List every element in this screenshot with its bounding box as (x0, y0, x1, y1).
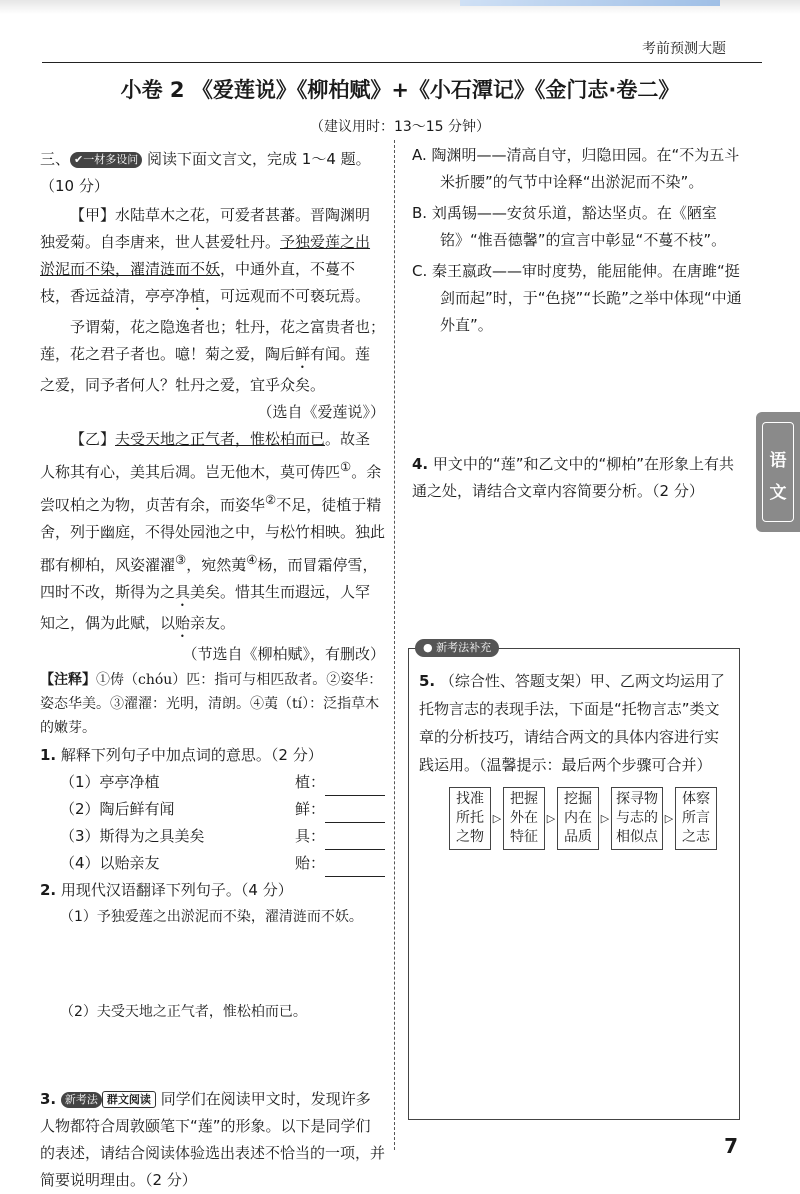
footnote-mark: ③ (175, 552, 187, 567)
question-text: 甲文中的“莲”和乙文中的“柳柏”在形象上有共通之处，请结合文章内容简要分析。（2 分） (412, 455, 735, 500)
question-text: （综合性、答题支架）甲、乙两文均运用了托物言志的表现手法，下面是“托物言志”类文章的分析技巧，请结合两文的具体内容进行实践运用。（温馨提示：最后两个步骤可合并） (419, 672, 725, 774)
annotation (40, 668, 385, 740)
question-5 (409, 649, 739, 850)
passage-b-source: （节选自《柳柏赋》，有删改） (182, 645, 385, 663)
step-3: 挖掘内在品质 (557, 787, 599, 850)
dotted-word: 植 (190, 287, 206, 305)
subject-tab (756, 412, 800, 532)
answer-space[interactable] (40, 1026, 385, 1086)
passage-a-p2 (40, 314, 385, 399)
q3-option-c[interactable]: C. 秦王嬴政——审时度势，能屈能伸。在唐雎“挺剑而起”时，于“色挠”“长跪”之举中体现“中通外直”。 (412, 262, 742, 334)
question-4 (412, 451, 742, 505)
passage-a-source: （选自《爱莲说》） (257, 403, 385, 421)
q1-word: 植： (294, 773, 325, 791)
multi-question-badge: ✔一材多设问 (70, 152, 142, 168)
question-number: 1. (40, 746, 57, 764)
q3-option-b[interactable]: B. 刘禹锡——安贫乐道，豁达坚贞。在《陋室铭》“惟吾德馨”的宣言中彰显“不蔓不枝”。 (412, 204, 727, 249)
passage-text: 不足，徒植于精舍，列于幽庭，不得处园池之中，与松竹相映。独此郡有柳柏，风姿濯濯 (40, 496, 386, 574)
new-method-badge: 新考法 (61, 1092, 102, 1108)
passage-text: 予谓菊，花之隐逸者也；牡丹，花之富贵者也；莲，花之君子者也。噫！菊之爱，陶后 (40, 318, 386, 363)
new-method-tag: ● 新考法补充 (415, 639, 499, 657)
annotation-text: ①俦（chóu）匹：指可与相匹敌者。②姿华：姿态华美。③濯濯：光明，清朗。④荑（tí）：泛指草木的嫩芽。 (40, 672, 383, 736)
page-title: 小卷 2 《爱莲说》《柳柏赋》+《小石潭记》《金门志·卷二》 (120, 78, 680, 102)
q1-sentence: （1）亭亭净植 (60, 773, 160, 791)
step-5: 体察所言之志 (675, 787, 717, 850)
q1-word: 具： (294, 827, 325, 845)
header-rule (42, 62, 762, 63)
section-header: 考前预测大题 (642, 41, 726, 57)
question-text: 用现代汉语翻译下列句子。（4 分） (60, 881, 293, 899)
column-divider (394, 140, 395, 1150)
top-accent (460, 0, 720, 6)
passage-text: ，宛然荑 (186, 556, 247, 574)
question-5-box (408, 641, 740, 1120)
passage-text: 有闻。莲之爱，同予者何人？牡丹之爱，宜乎众矣。 (40, 345, 371, 394)
passage-text: 亲友。 (190, 614, 236, 632)
analysis-steps (419, 787, 729, 850)
answer-space[interactable] (40, 931, 385, 999)
annotation-label: 【注释】 (40, 672, 96, 688)
q1-item (40, 823, 385, 850)
question-number: 3. (40, 1090, 57, 1108)
question-3 (40, 1086, 385, 1194)
q3-option-a[interactable]: A. 陶渊明——清高自守，归隐田园。在“不为五斗米折腰”的气节中诠释“出淤泥而不染”。 (412, 146, 740, 191)
passage-a-p1 (40, 202, 385, 314)
q1-word: 鲜： (294, 800, 325, 818)
q2-sentence-2: （2）夫受天地之正气者，惟松柏而已。 (60, 1004, 307, 1020)
right-column (412, 142, 742, 505)
question-text: 解释下列句子中加点词的意思。（2 分） (60, 746, 323, 764)
page-number: 7 (724, 1134, 738, 1158)
dotted-word: 贻 (175, 614, 191, 632)
passage-text: 。余尝叹柏之为物，贞苦有余，而姿华 (40, 463, 382, 514)
step-2: 把握外在特征 (503, 787, 545, 850)
question-text: 同学们在阅读甲文时，发现许多人物都符合周敦颐笔下“莲”的形象。以下是同学们的表述，请结合阅读体验选出表述不恰当的一项，并简要说明理由。（2 分） (40, 1090, 386, 1189)
group-reading-badge: 群文阅读 (102, 1091, 156, 1108)
footnote-mark: ④ (246, 552, 258, 567)
q1-sentence: （2）陶后鲜有闻 (60, 800, 175, 818)
question-number: 2. (40, 881, 57, 899)
answer-blank[interactable] (325, 807, 385, 823)
q1-item (40, 769, 385, 796)
section-instruction: 阅读下面文言文，完成 1～4 题。（10 分） (40, 150, 371, 195)
step-arrow-icon: ▷ (600, 811, 610, 825)
question-number: 5. (419, 672, 436, 690)
answer-blank[interactable] (325, 834, 385, 850)
passage-a-tag: 【甲】 (70, 206, 116, 224)
dotted-word: 具 (175, 583, 191, 601)
step-arrow-icon: ▷ (546, 811, 556, 825)
footnote-mark: ② (265, 492, 277, 507)
dotted-word: 鲜 (295, 345, 311, 363)
top-bar (0, 0, 800, 14)
question-number: 4. (412, 455, 429, 473)
q1-word: 贻： (294, 854, 325, 872)
passage-b-p1 (40, 426, 385, 641)
footnote-mark: ① (340, 459, 352, 474)
passage-text: 杨，而冒霜停雪，四时不改，斯得为之 (40, 556, 378, 601)
q1-item (40, 850, 385, 877)
q1-sentence: （3）斯得为之具美矣 (60, 827, 205, 845)
passage-text: 。故圣人称其有心，美其后凋。岂无他木，莫可俦匹 (40, 430, 371, 481)
answer-blank[interactable] (325, 861, 385, 877)
q2-sentence-1: （1）予独爱莲之出淤泥而不染，濯清涟而不妖。 (60, 909, 363, 925)
answer-blank[interactable] (325, 780, 385, 796)
section-intro (40, 146, 385, 200)
passage-text: 美矣。惜其生而遐远，人罕知之，偶为此赋，以 (40, 583, 371, 632)
question-1 (40, 742, 385, 877)
step-1: 找准所托之物 (449, 787, 491, 850)
passage-b-tag: 【乙】 (70, 430, 116, 448)
passage-text: ，可远观而不可亵玩焉。 (205, 287, 371, 305)
step-arrow-icon: ▷ (492, 811, 502, 825)
step-4: 探寻物与志的相似点 (611, 787, 663, 850)
question-2 (40, 877, 385, 1086)
underlined-sentence: 夫受天地之正气者，惟松柏而已 (115, 430, 326, 448)
step-arrow-icon: ▷ (664, 811, 674, 825)
subject-tab-label: 语文 (762, 422, 794, 522)
q1-item (40, 796, 385, 823)
left-column (40, 146, 385, 1194)
passage-text: ，中通外直，不蔓不枝，香远益清，亭亭净 (40, 260, 356, 305)
q1-sentence: （4）以贻亲友 (60, 854, 160, 872)
underlined-sentence: 予独爱莲之出淤泥而不染，濯清涟而不妖 (40, 233, 371, 278)
suggested-time: （建议用时：13～15 分钟） (309, 119, 491, 135)
passage-text: 水陆草木之花，可爱者甚蕃。晋陶渊明独爱菊。自李唐来，世人甚爱牡丹。 (40, 206, 371, 251)
section-label: 三、 (40, 150, 71, 168)
